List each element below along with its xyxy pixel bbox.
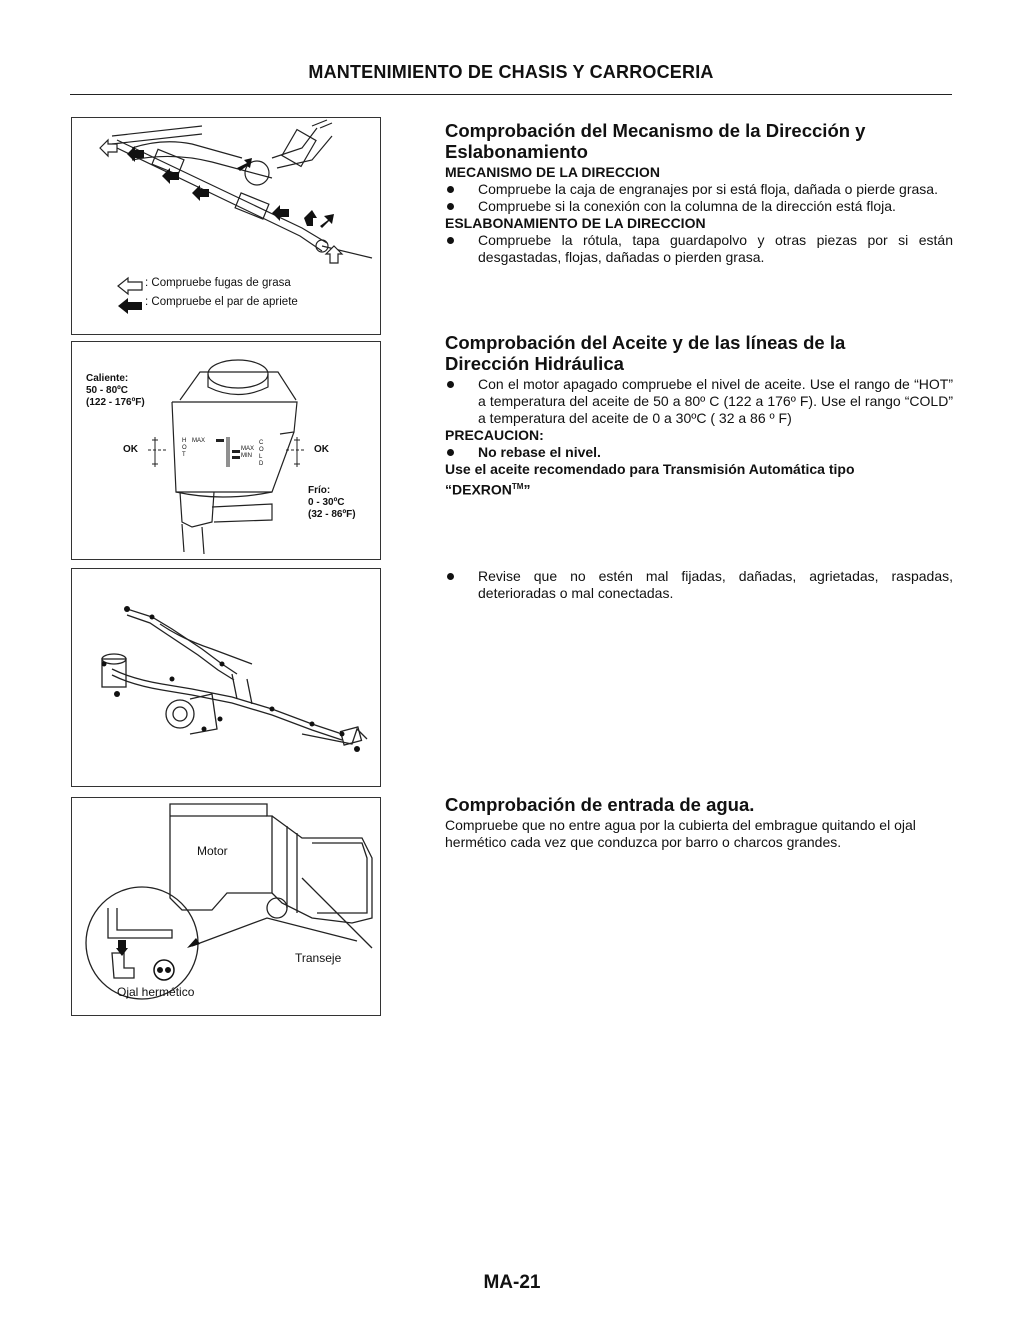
bullet-text: Revise que no estén mal fijadas, dañadas, agrietadas, raspadas, deterioradas o mal conectadas. [478, 568, 953, 601]
cold-label-line2: 0 - 30ºC [308, 497, 345, 508]
caution-heading: PRECAUCION: [445, 427, 544, 443]
oil-title-line1: Comprobación del Aceite y de las líneas de la [445, 332, 846, 353]
lines-bullet-1 [445, 568, 953, 602]
hot-label-line3: (122 - 176ºF) [86, 397, 145, 408]
hot-label-line2: 50 - 80ºC [86, 385, 129, 396]
bullet-dot [447, 186, 454, 193]
water-entry-drawing [72, 798, 380, 1015]
water-entry-figure [71, 797, 381, 1016]
bullet-text: Con el motor apagado compruebe el nivel de aceite. Use el rango de “HOT” a temperatura del aceite de 50 a 80º C (122 a 176º F). Use el rango “COLD” a temperatura del aceite de 0 a 30ºC ( 32 a 86 º F) [478, 376, 953, 426]
transeje-label: Transeje [295, 951, 342, 965]
bullet-dot [447, 237, 454, 244]
hot-letter-o: O [182, 445, 187, 451]
bullet-dot [447, 203, 454, 210]
page-number: MA-21 [483, 1272, 541, 1293]
cold-letter-o: O [259, 447, 264, 453]
legend-leak-text: : Compruebe fugas de grasa [145, 277, 291, 289]
ok-left-label: OK [123, 444, 138, 455]
steering-bullet-3 [445, 232, 953, 266]
bullet-text: No rebase el nivel. [478, 444, 601, 460]
steering-title-line2: Eslabonamiento [445, 141, 588, 162]
hydraulic-lines-drawing [72, 569, 380, 786]
oil-note-line2 [445, 478, 953, 499]
header-rule [70, 94, 952, 95]
tm-mark: TM [511, 482, 524, 491]
bullet-dot [447, 449, 454, 456]
steering-title [445, 120, 953, 162]
steering-bullet-2 [445, 198, 953, 215]
reservoir-figure [71, 341, 381, 560]
steering-bullet-1 [445, 181, 953, 198]
cold-letter-l: L [259, 454, 263, 460]
hydraulic-lines-figure [71, 568, 381, 787]
hot-letter-t: T [182, 452, 186, 458]
steering-section [445, 120, 953, 266]
oil-note-line1: Use el aceite recomendado para Transmisión Automática tipo [445, 461, 855, 477]
ok-right-label: OK [314, 444, 329, 455]
cold-letter-c: C [259, 440, 264, 446]
legend-torque-text: : Compruebe el par de apriete [145, 296, 298, 308]
hot-label-line1: Caliente: [86, 373, 129, 384]
oil-title [445, 332, 953, 374]
bullet-text: Compruebe la rótula, tapa guardapolvo y otras piezas por si están desgastadas, flojas, dañadas o pierden grasa. [478, 232, 953, 265]
cold-letter-d: D [259, 461, 264, 467]
hot-letter-h: H [182, 438, 187, 444]
dexron-close-quote: ” [523, 481, 531, 498]
steering-title-line1: Comprobación del Mecanismo de la Dirección y [445, 120, 866, 141]
water-section [445, 794, 953, 851]
oil-bullet-1 [445, 376, 953, 427]
lines-section [445, 568, 953, 602]
steering-linkage-heading: ESLABONAMIENTO DE LA DIRECCION [445, 215, 706, 231]
hot-letters [182, 438, 187, 459]
cold-label-line1: Frío: [308, 485, 331, 496]
min-right-label: MIN [241, 453, 252, 459]
bullet-dot [447, 573, 454, 580]
oil-title-line2: Dirección Hidráulica [445, 353, 624, 374]
max-left-label: MAX [192, 438, 206, 444]
steering-gear-figure [71, 117, 381, 335]
bullet-dot [447, 381, 454, 388]
oil-bullet-2 [445, 444, 953, 461]
bullet-text: Compruebe la caja de engranajes por si está floja, dañada o pierde grasa. [478, 181, 938, 197]
cold-letters [259, 440, 264, 468]
ojal-label: Ojal hermético [117, 985, 195, 999]
oil-section [445, 332, 953, 499]
steering-mechanism-heading: MECANISMO DE LA DIRECCION [445, 164, 660, 180]
dexron-text: “DEXRON [445, 481, 512, 498]
motor-label: Motor [197, 844, 228, 858]
water-paragraph: Compruebe que no entre agua por la cubierta del embrague quitando el ojal hermético cada vez que conduzca por barro o charcos grandes. [445, 817, 916, 850]
max-right-label: MAX [241, 446, 255, 452]
bullet-text: Compruebe si la conexión con la columna de la dirección está floja. [478, 198, 896, 214]
page-header: MANTENIMIENTO DE CHASIS Y CARROCERIA [308, 62, 714, 82]
water-title: Comprobación de entrada de agua. [445, 794, 755, 815]
cold-label-line3: (32 - 86ºF) [308, 509, 356, 520]
oil-note [445, 461, 953, 499]
